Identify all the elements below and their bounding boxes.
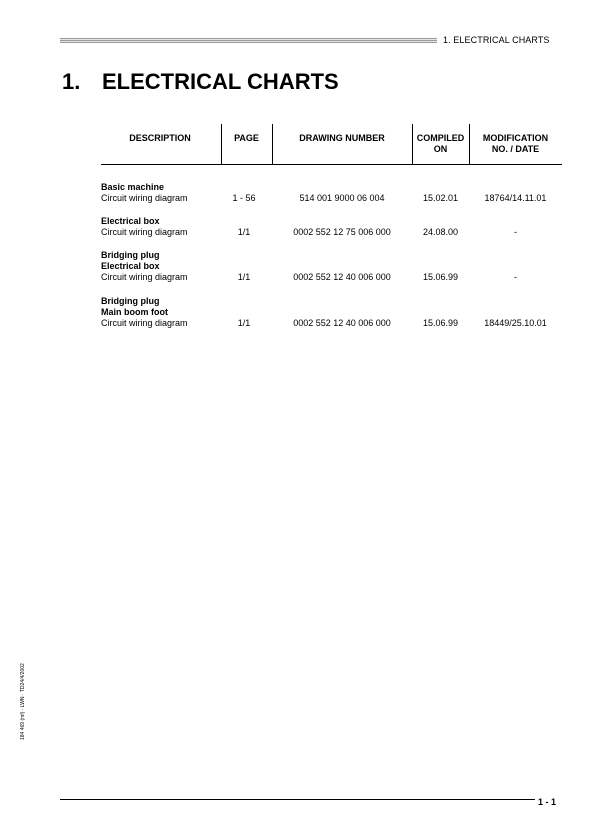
section-label: 1. ELECTRICAL CHARTS xyxy=(443,35,550,45)
column-header-line: MODIFICATION xyxy=(482,133,549,143)
row-modification: - xyxy=(514,272,517,282)
table-row xyxy=(101,296,562,329)
column-header-line: COMPILED xyxy=(416,133,465,143)
header-rule xyxy=(60,38,437,43)
row-drawing-number: 0002 552 12 75 006 000 xyxy=(293,227,391,237)
column-divider xyxy=(272,124,273,164)
footer-rule xyxy=(60,799,535,800)
row-page: 1/1 xyxy=(237,227,251,237)
table-row xyxy=(101,216,562,238)
row-title: Bridging plug xyxy=(101,250,160,260)
row-description: Circuit wiring diagram xyxy=(101,227,188,237)
column-divider xyxy=(221,124,222,164)
row-modification: 18764/14.11.01 xyxy=(484,193,547,203)
column-header-modification xyxy=(469,133,562,155)
row-description: Circuit wiring diagram xyxy=(101,193,188,203)
table-row xyxy=(101,250,562,283)
column-header-compiled-on xyxy=(412,133,469,155)
row-drawing-number: 0002 552 12 40 006 000 xyxy=(293,318,391,328)
row-page: 1/1 xyxy=(237,272,251,282)
column-header-page: PAGE xyxy=(234,133,259,143)
row-description: Circuit wiring diagram xyxy=(101,318,188,328)
row-compiled-on: 24.08.00 xyxy=(422,227,459,237)
column-header-drawing-number: DRAWING NUMBER xyxy=(299,133,385,143)
page-title-text: ELECTRICAL CHARTS xyxy=(102,69,339,94)
row-page: 1 - 56 xyxy=(232,193,256,203)
footer-page-number: 1 - 1 xyxy=(538,797,557,807)
row-title: Electrical box xyxy=(101,261,160,271)
row-compiled-on: 15.02.01 xyxy=(422,193,459,203)
row-description: Circuit wiring diagram xyxy=(101,272,188,282)
row-title: Basic machine xyxy=(101,182,165,192)
row-page: 1/1 xyxy=(237,318,251,328)
row-title: Electrical box xyxy=(101,216,160,226)
header-underline xyxy=(101,164,562,165)
page-title xyxy=(62,69,339,95)
row-title: Bridging plug xyxy=(101,296,160,306)
column-header-line: ON xyxy=(433,144,448,154)
row-title: Main boom foot xyxy=(101,307,168,317)
page-title-number: 1. xyxy=(62,69,81,94)
row-drawing-number: 0002 552 12 40 006 000 xyxy=(293,272,391,282)
row-drawing-number: 514 001 9000 06 004 xyxy=(299,193,385,203)
row-modification: - xyxy=(514,227,517,237)
column-header-line: NO. / DATE xyxy=(491,144,540,154)
document-reference-note: 184 469 (mf) · LWN · TD24/4/2002 xyxy=(20,663,26,740)
column-header-description: DESCRIPTION xyxy=(129,133,191,143)
row-compiled-on: 15.06.99 xyxy=(422,272,459,282)
row-compiled-on: 15.06.99 xyxy=(422,318,459,328)
row-modification: 18449/25.10.01 xyxy=(484,318,547,328)
electrical-charts-table xyxy=(101,124,562,336)
table-row xyxy=(101,182,562,204)
